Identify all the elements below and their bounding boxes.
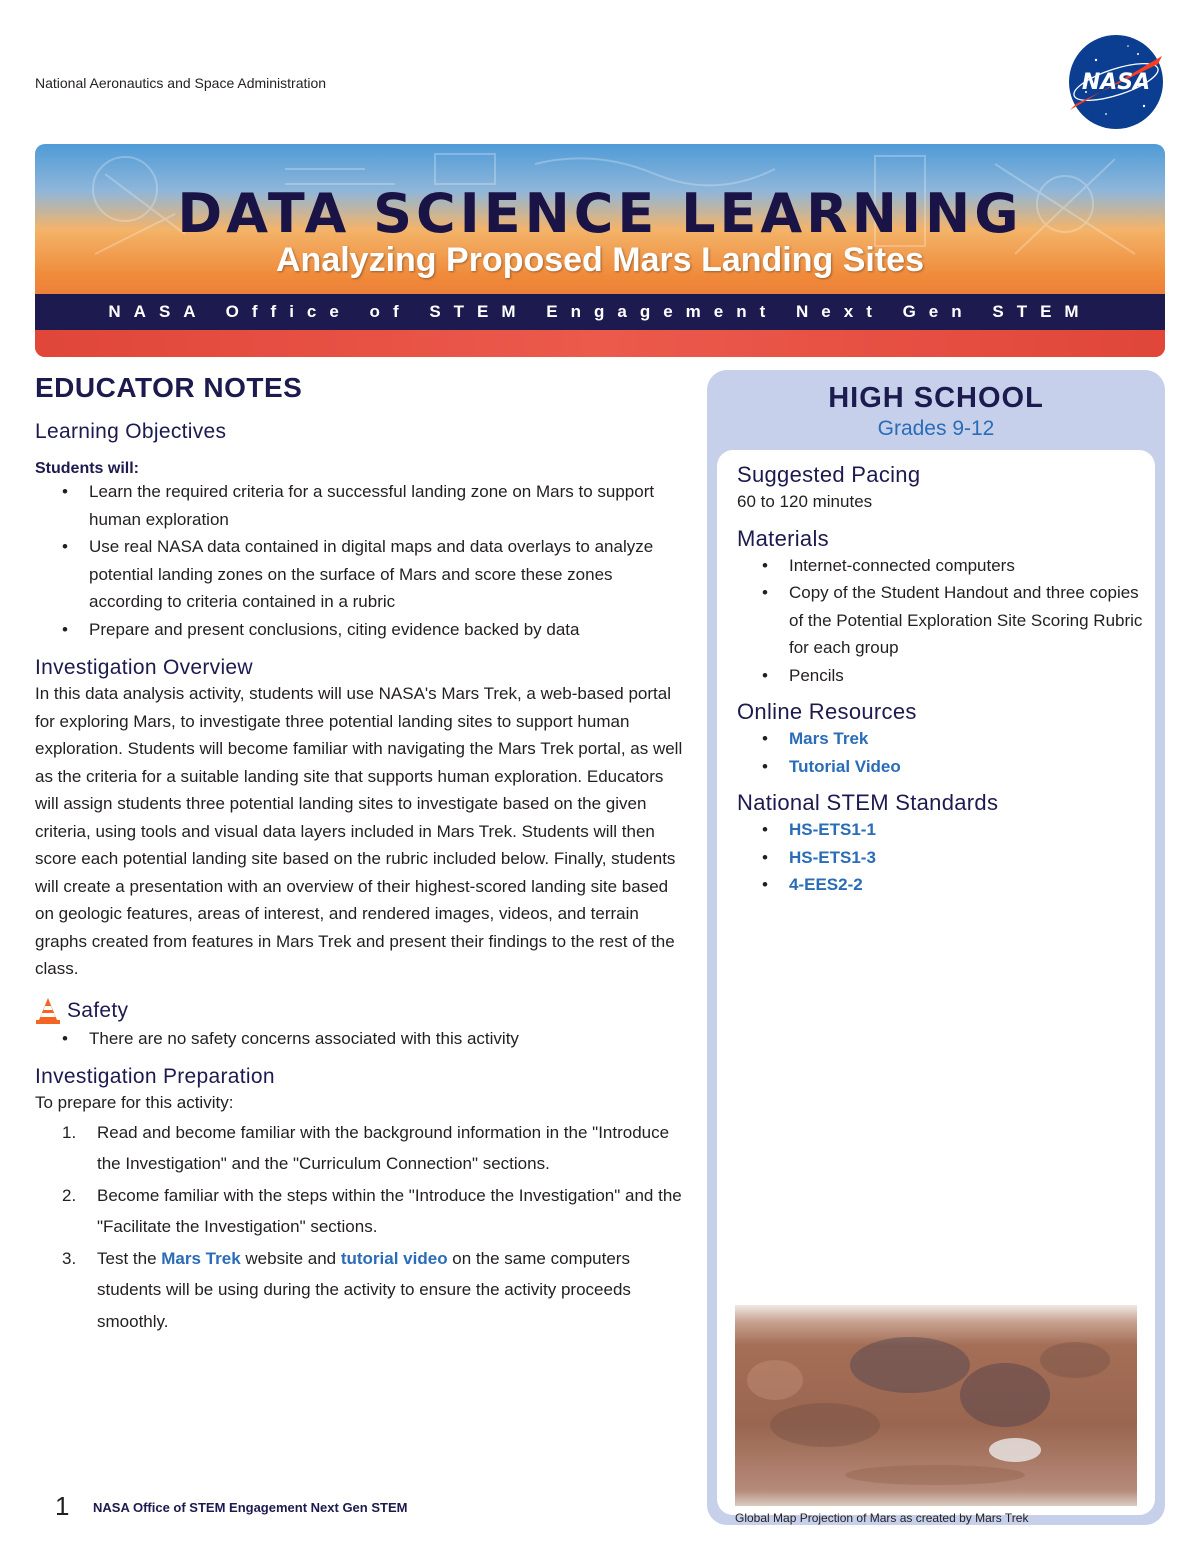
step-number: 1.: [62, 1122, 77, 1142]
preparation-lead: To prepare for this activity:: [35, 1093, 234, 1112]
list-item: • Pencils: [762, 662, 1147, 690]
educator-notes-column: [35, 372, 685, 1337]
investigation-overview-heading: Investigation Overview: [35, 656, 253, 679]
pacing-text: 60 to 120 minutes: [737, 492, 873, 511]
list-item: • Internet-connected computers: [762, 552, 1147, 580]
standards-list: [737, 816, 1147, 899]
nasa-logo: [1066, 32, 1166, 132]
footer: [55, 1491, 408, 1522]
image-caption: Global Map Projection of Mars as created by Mars Trek: [735, 1511, 1029, 1525]
list-item: [762, 816, 1147, 844]
mars-trek-resource-link[interactable]: Mars Trek: [789, 729, 869, 748]
tutorial-video-resource-link[interactable]: Tutorial Video: [789, 756, 901, 776]
standard-link[interactable]: HS-ETS1-3: [789, 847, 876, 867]
step-number: 2.: [62, 1185, 77, 1205]
standard-link[interactable]: 4-EES2-2: [789, 875, 863, 894]
banner-title: DATA SCIENCE LEARNING: [177, 182, 1023, 245]
page-number: 1: [55, 1491, 70, 1521]
list-item: • Prepare and present conclusions, citing evidence backed by data: [62, 616, 685, 644]
list-item: • There are no safety concerns associated with this activity: [62, 1025, 685, 1053]
step-text: Read and become familiar with the background information in the "Introduce the Investigation" and the "Curriculum Connection" sections.: [97, 1122, 670, 1173]
list-item: [762, 725, 1147, 753]
page-title: EDUCATOR NOTES: [35, 372, 303, 403]
stem-standards-heading: National STEM Standards: [737, 790, 999, 815]
investigation-preparation-heading: Investigation Preparation: [35, 1065, 275, 1088]
grade-level: HIGH SCHOOL: [828, 382, 1044, 414]
mars-map-image: [735, 1305, 1137, 1506]
overview-paragraph: In this data analysis activity, students will use NASA's Mars Trek, a web-based portal for exploring Mars, to investigate three potential landing sites to support human exploration. Students will become familiar with navigating the Mars Trek portal, as well as the criteria for a suitable landing site that supports human exploration. Educators will assign students three potential landing sites to investigate based on the given criteria, using tools and visual data layers included in Mars Trek. Students will then score each potential landing site based on the rubric included below. Finally, students will create a presentation with an overview of their highest-scored landing site based on geologic features, areas of interest, and rendered images, videos, and terrain graphs created from features in Mars Trek and present their findings to the rest of the class.: [35, 684, 683, 978]
banner-subtitle: Analyzing Proposed Mars Landing Sites: [276, 241, 924, 279]
step-text-mid: website and: [240, 1248, 341, 1268]
objectives-lead: Students will:: [35, 460, 139, 477]
learning-objectives-heading: Learning Objectives: [35, 420, 227, 443]
safety-cone-icon: [35, 997, 61, 1025]
banner-strip: NASA Office of STEM Engagement Next Gen STEM: [35, 294, 1165, 330]
step-text: Become familiar with the steps within the "Introduce the Investigation" and the "Facilitate the Investigation" sections.: [97, 1185, 682, 1236]
banner-bottom-bar: [35, 330, 1165, 357]
pacing-heading: Suggested Pacing: [737, 462, 921, 487]
safety-list: [35, 1025, 685, 1053]
list-item: [762, 753, 1147, 781]
mars-trek-link[interactable]: Mars Trek: [161, 1248, 241, 1268]
list-item: [762, 844, 1147, 872]
sidebar: [707, 370, 1165, 1525]
nasa-logo-text: NASA: [1081, 70, 1151, 95]
list-item: [62, 1243, 685, 1338]
resources-list: [737, 725, 1147, 780]
preparation-steps: [35, 1117, 685, 1338]
list-item: • Learn the required criteria for a successful landing zone on Mars to support human exploration: [62, 478, 685, 533]
tutorial-video-link[interactable]: tutorial video: [340, 1248, 448, 1268]
step-text-post: on the same computers students will be using during the activity to ensure the activity proceeds smoothly.: [97, 1248, 631, 1331]
list-item: • Copy of the Student Handout and three copies of the Potential Exploration Site Scoring Rubric for each group: [762, 579, 1147, 662]
title-banner: [35, 144, 1165, 357]
footer-text: NASA Office of STEM Engagement Next Gen STEM: [93, 1500, 408, 1515]
list-item: [762, 871, 1147, 899]
agency-name: National Aeronautics and Space Administration: [35, 75, 327, 91]
list-item: [62, 1180, 685, 1243]
list-item: • Use real NASA data contained in digital maps and data overlays to analyze potential landing zones on the surface of Mars and score these zones according to criteria contained in a rubric: [62, 533, 685, 616]
standard-link[interactable]: HS-ETS1-1: [789, 820, 876, 839]
step-text-pre: Test the: [97, 1248, 162, 1268]
grade-range: Grades 9-12: [877, 417, 995, 440]
online-resources-heading: Online Resources: [737, 699, 917, 724]
objectives-list: [35, 478, 685, 643]
safety-heading: Safety: [67, 998, 129, 1022]
materials-heading: Materials: [737, 525, 829, 551]
list-item: [62, 1117, 685, 1180]
materials-list: [737, 552, 1147, 690]
step-number: 3.: [62, 1248, 77, 1268]
safety-heading-row: [35, 997, 685, 1025]
